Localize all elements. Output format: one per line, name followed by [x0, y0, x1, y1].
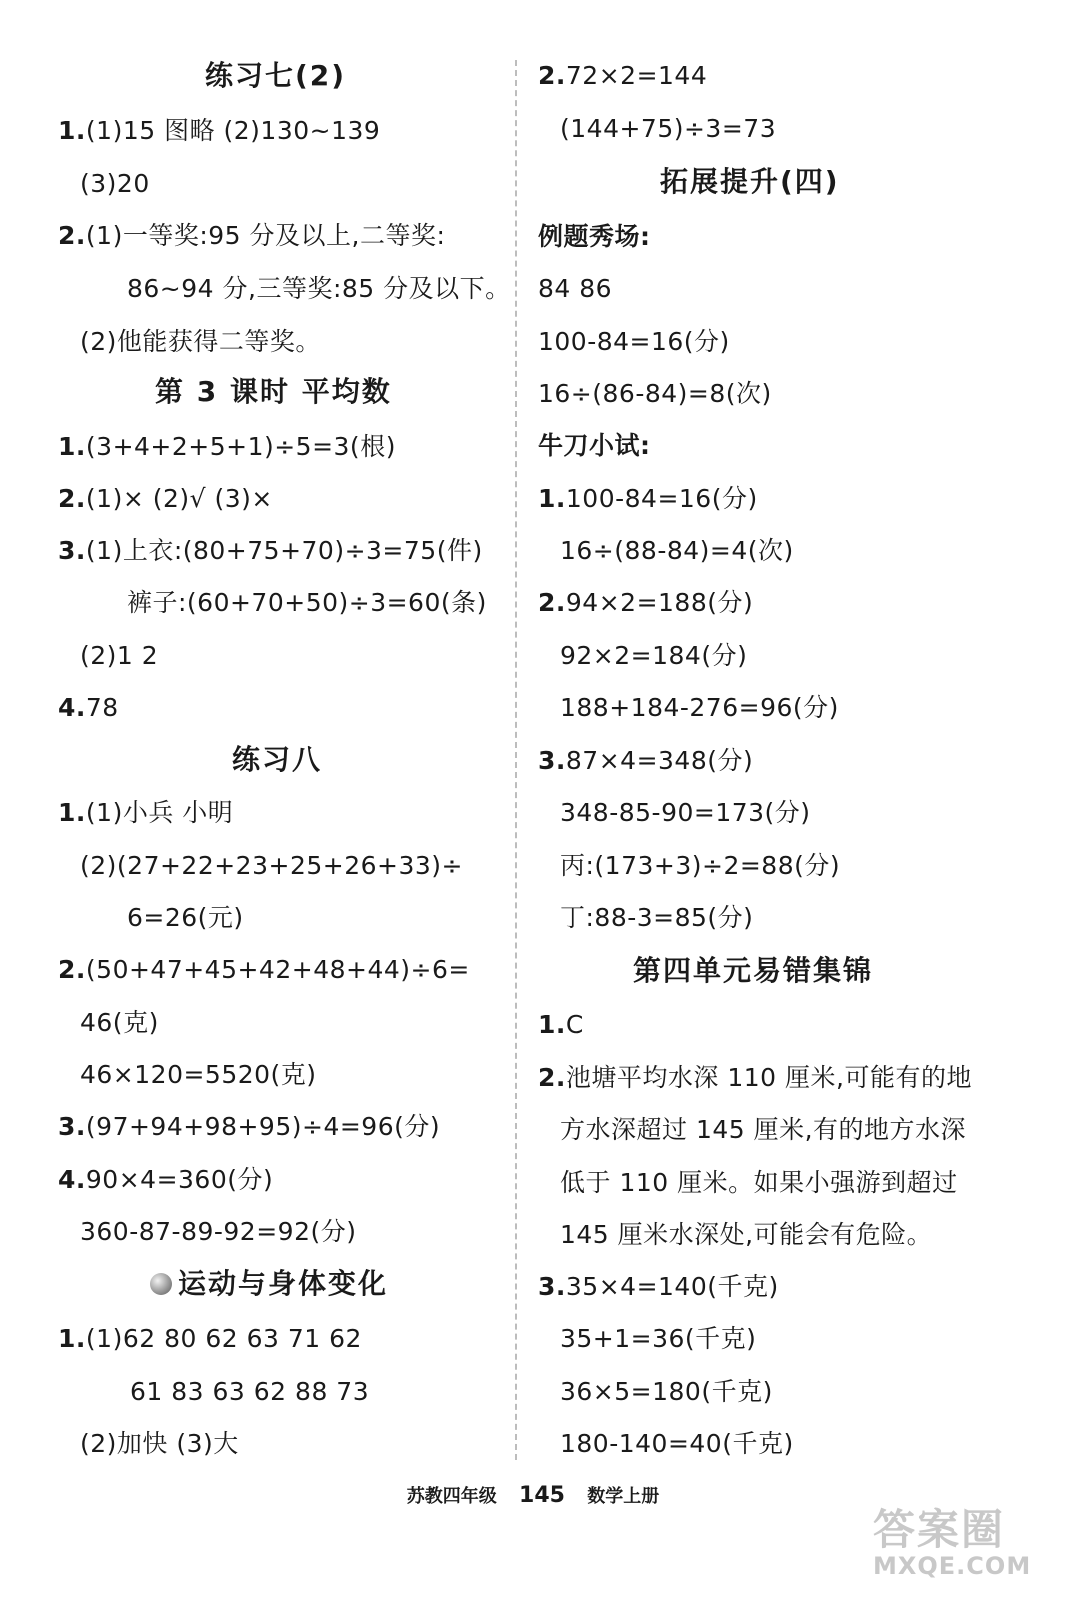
question-number: 1. — [58, 116, 86, 145]
answer-line: (2)加快 (3)大 — [80, 1429, 239, 1458]
page-number: 145 — [519, 1483, 565, 1508]
answer-text: (1)62 80 62 63 71 62 — [85, 1324, 362, 1353]
section-heading — [150, 1267, 389, 1300]
section-heading: 第四单元易错集锦 — [633, 954, 874, 987]
answer-line — [58, 1167, 273, 1192]
answer-line — [58, 800, 233, 825]
answer-text: 87×4=348(分) — [565, 746, 754, 775]
question-number: 2. — [538, 588, 566, 617]
answer-line: 裤子:(60+70+50)÷3=60(条) — [127, 588, 487, 617]
question-number: 3. — [58, 1112, 86, 1141]
answer-line: 92×2=184(分) — [560, 641, 748, 670]
question-number: 4. — [58, 693, 86, 722]
question-number: 4. — [58, 1165, 86, 1194]
question-number: 3. — [58, 536, 86, 565]
answer-line: 86~94 分,三等奖:85 分及以下。 — [127, 274, 511, 303]
answer-line — [538, 486, 758, 511]
answer-line: 100-84=16(分) — [538, 327, 730, 356]
answer-line — [58, 486, 273, 511]
answer-line: 348-85-90=173(分) — [560, 798, 811, 827]
footer-grade: 苏教四年级 — [406, 1486, 497, 1507]
answer-line: 84 86 — [538, 274, 613, 303]
watermark-url: MXQE.COM — [873, 1552, 1032, 1580]
subsection-label: 牛刀小试: — [538, 431, 651, 460]
answer-text: (3+4+2+5+1)÷5=3(根) — [85, 432, 396, 461]
answer-line — [58, 223, 445, 248]
question-number: 1. — [58, 432, 86, 461]
answer-text: 100-84=16(分) — [565, 484, 758, 513]
answer-text: (1)一等奖:95 分及以上,二等奖: — [85, 221, 446, 250]
answer-line — [58, 695, 119, 720]
answer-text: 72×2=144 — [565, 61, 708, 90]
answer-line: (2)(27+22+23+25+26+33)÷ — [80, 851, 463, 880]
answer-text: (50+47+45+42+48+44)÷6= — [85, 955, 470, 984]
section-heading: 练习七(2) — [205, 59, 347, 92]
bullet-ball-icon — [150, 1273, 172, 1295]
answer-line: 180-140=40(千克) — [560, 1429, 794, 1458]
answer-text: 90×4=360(分) — [85, 1165, 274, 1194]
answer-text: (1)15 图略 (2)130~139 — [85, 116, 381, 145]
answer-line: 16÷(86-84)=8(次) — [538, 379, 772, 408]
answer-line: 方水深超过 145 厘米,有的地方水深 — [560, 1115, 967, 1144]
answer-line — [58, 957, 470, 982]
answer-line: 丙:(173+3)÷2=88(分) — [560, 851, 841, 880]
answer-line: 61 83 63 62 88 73 — [130, 1377, 370, 1406]
answer-line — [538, 1274, 779, 1299]
answer-line — [58, 118, 380, 143]
answer-text: (97+94+98+95)÷4=96(分) — [85, 1112, 441, 1141]
answer-line — [58, 1114, 440, 1139]
section-heading: 第 3 课时 平均数 — [155, 375, 392, 408]
answer-line — [58, 434, 396, 459]
answer-text: 94×2=188(分) — [565, 588, 754, 617]
question-number: 1. — [538, 484, 566, 513]
answer-line: 36×5=180(千克) — [560, 1377, 773, 1406]
answer-line — [538, 1012, 584, 1037]
question-number: 2. — [538, 1063, 566, 1092]
answer-line: 6=26(元) — [127, 903, 244, 932]
question-number: 1. — [58, 1324, 86, 1353]
answer-text: 35×4=140(千克) — [565, 1272, 779, 1301]
answer-line — [538, 1065, 972, 1090]
answer-line — [538, 748, 753, 773]
question-number: 3. — [538, 1272, 566, 1301]
answer-text: (1)× (2)√ (3)× — [85, 484, 273, 513]
answer-line: 46×120=5520(克) — [80, 1060, 317, 1089]
answer-line — [538, 590, 753, 615]
section-heading-text: 运动与身体变化 — [178, 1267, 389, 1300]
answer-text: 78 — [85, 693, 119, 722]
question-number: 2. — [58, 955, 86, 984]
answer-line: 16÷(88-84)=4(次) — [560, 536, 794, 565]
answer-text: (1)小兵 小明 — [85, 798, 234, 827]
question-number: 3. — [538, 746, 566, 775]
column-divider — [515, 60, 517, 1460]
answer-line: 46(克) — [80, 1008, 159, 1037]
answer-line: (3)20 — [80, 169, 150, 198]
watermark-text: 答案圈 — [873, 1505, 1006, 1554]
question-number: 2. — [58, 221, 86, 250]
answer-line — [538, 63, 707, 88]
section-heading: 拓展提升(四) — [660, 165, 840, 198]
answer-line — [58, 538, 483, 563]
answer-line: 360-87-89-92=92(分) — [80, 1217, 357, 1246]
footer-subject: 数学上册 — [587, 1486, 660, 1507]
answer-line: (2)他能获得二等奖。 — [80, 327, 321, 356]
question-number: 2. — [58, 484, 86, 513]
answer-line: (2)1 2 — [80, 641, 159, 670]
answer-line: 145 厘米水深处,可能会有危险。 — [560, 1220, 933, 1249]
answer-line: 188+184-276=96(分) — [560, 693, 839, 722]
answer-line: 丁:88-3=85(分) — [560, 903, 754, 932]
answer-text: C — [565, 1010, 584, 1039]
answer-line — [58, 1326, 362, 1351]
question-number: 1. — [538, 1010, 566, 1039]
answer-line: 低于 110 厘米。如果小强游到超过 — [560, 1168, 958, 1197]
watermark-logo — [873, 1505, 1048, 1588]
section-heading: 练习八 — [232, 743, 323, 776]
answer-line: 35+1=36(千克) — [560, 1324, 757, 1353]
question-number: 1. — [58, 798, 86, 827]
subsection-label: 例题秀场: — [538, 222, 651, 251]
question-number: 2. — [538, 61, 566, 90]
answer-line: (144+75)÷3=73 — [560, 114, 777, 143]
answer-text: 池塘平均水深 110 厘米,可能有的地 — [565, 1063, 972, 1092]
answer-text: (1)上衣:(80+75+70)÷3=75(件) — [85, 536, 483, 565]
